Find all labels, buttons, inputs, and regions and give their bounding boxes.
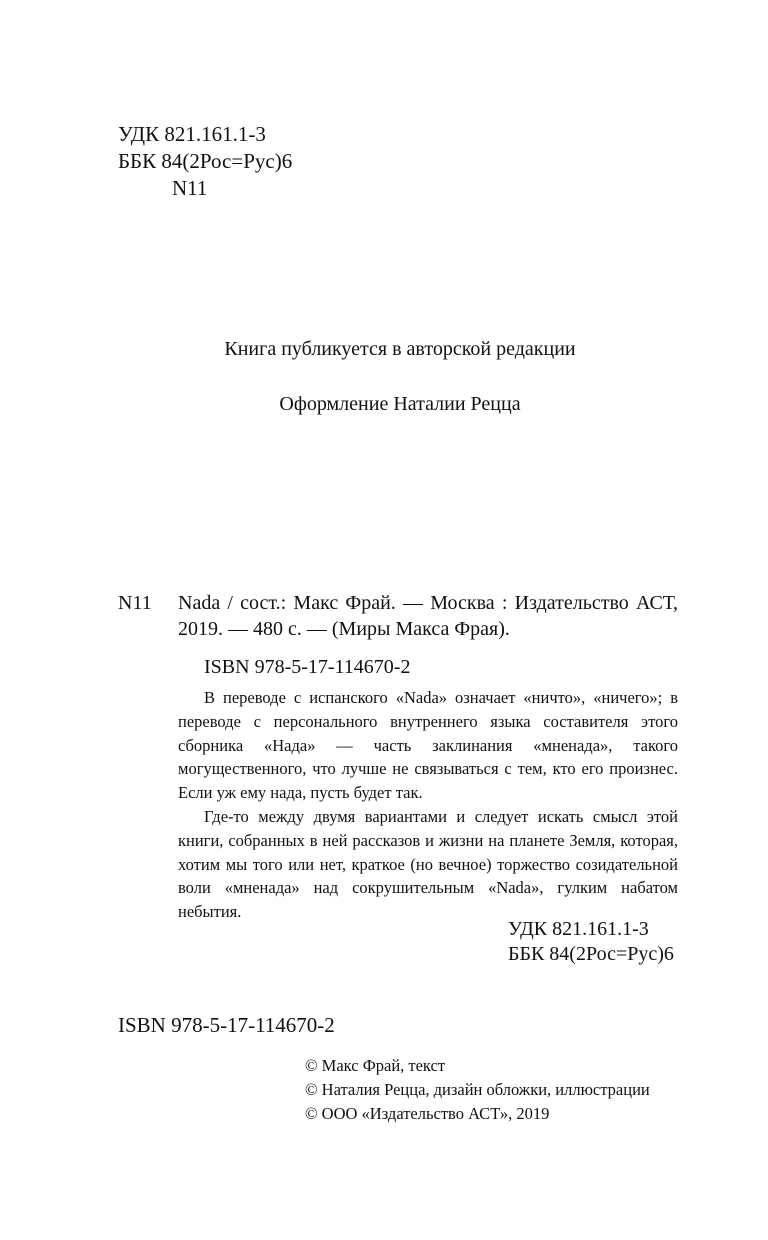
bbk-code: ББК 84(2Рос=Рус)6 <box>118 149 293 173</box>
bbk-code-bottom: ББК 84(2Рос=Рус)6 <box>508 943 674 965</box>
copyright-line: © Макс Фрай, текст <box>305 1056 446 1075</box>
author-edition-note: Книга публикуется в авторской редакции <box>224 338 576 360</box>
design-credit: Оформление Наталии Рецца <box>279 393 521 415</box>
udk-code-bottom: УДК 821.161.1-3 <box>508 918 649 940</box>
annotation-paragraph: В переводе с испанского «Nada» означает «ничто», «ничего»; в переводе с персонального внутреннего языка составителя этого сборника «Нада» — часть заклинания «мненада», такого могущественного, что лучше не связываться с тем, кто его произнес. Если уж ему нада, пусть будет так. <box>178 688 678 803</box>
cutter-code: N11 <box>172 176 208 200</box>
copyright-block <box>305 1054 650 1125</box>
bibliography-cutter-code: N11 <box>118 592 152 614</box>
copyright-line: © Наталия Рецца, дизайн обложки, иллюстрации <box>305 1079 650 1099</box>
annotation <box>178 686 678 924</box>
bibliographic-entry: Nada / сост.: Макс Фрай. — Москва : Издательство АСТ, 2019. — 480 с. — (Миры Макса Фрая). <box>178 592 678 640</box>
isbn-entry: ISBN 978-5-17-114670-2 <box>204 656 411 678</box>
copyright-line: © ООО «Издательство АСТ», 2019 <box>305 1103 550 1123</box>
annotation-paragraph: Где-то между двумя вариантами и следует искать смысл этой книги, собранных в ней рассказов и жизни на планете Земля, которая, хотим мы того или нет, краткое (но вечное) торжество созидательной воли «мненада» над сокрушительным «Nada», гулким набатом небытия. <box>178 806 678 922</box>
udk-code: УДК 821.161.1-3 <box>118 122 266 146</box>
isbn-bottom: ISBN 978-5-17-114670-2 <box>118 1013 335 1037</box>
